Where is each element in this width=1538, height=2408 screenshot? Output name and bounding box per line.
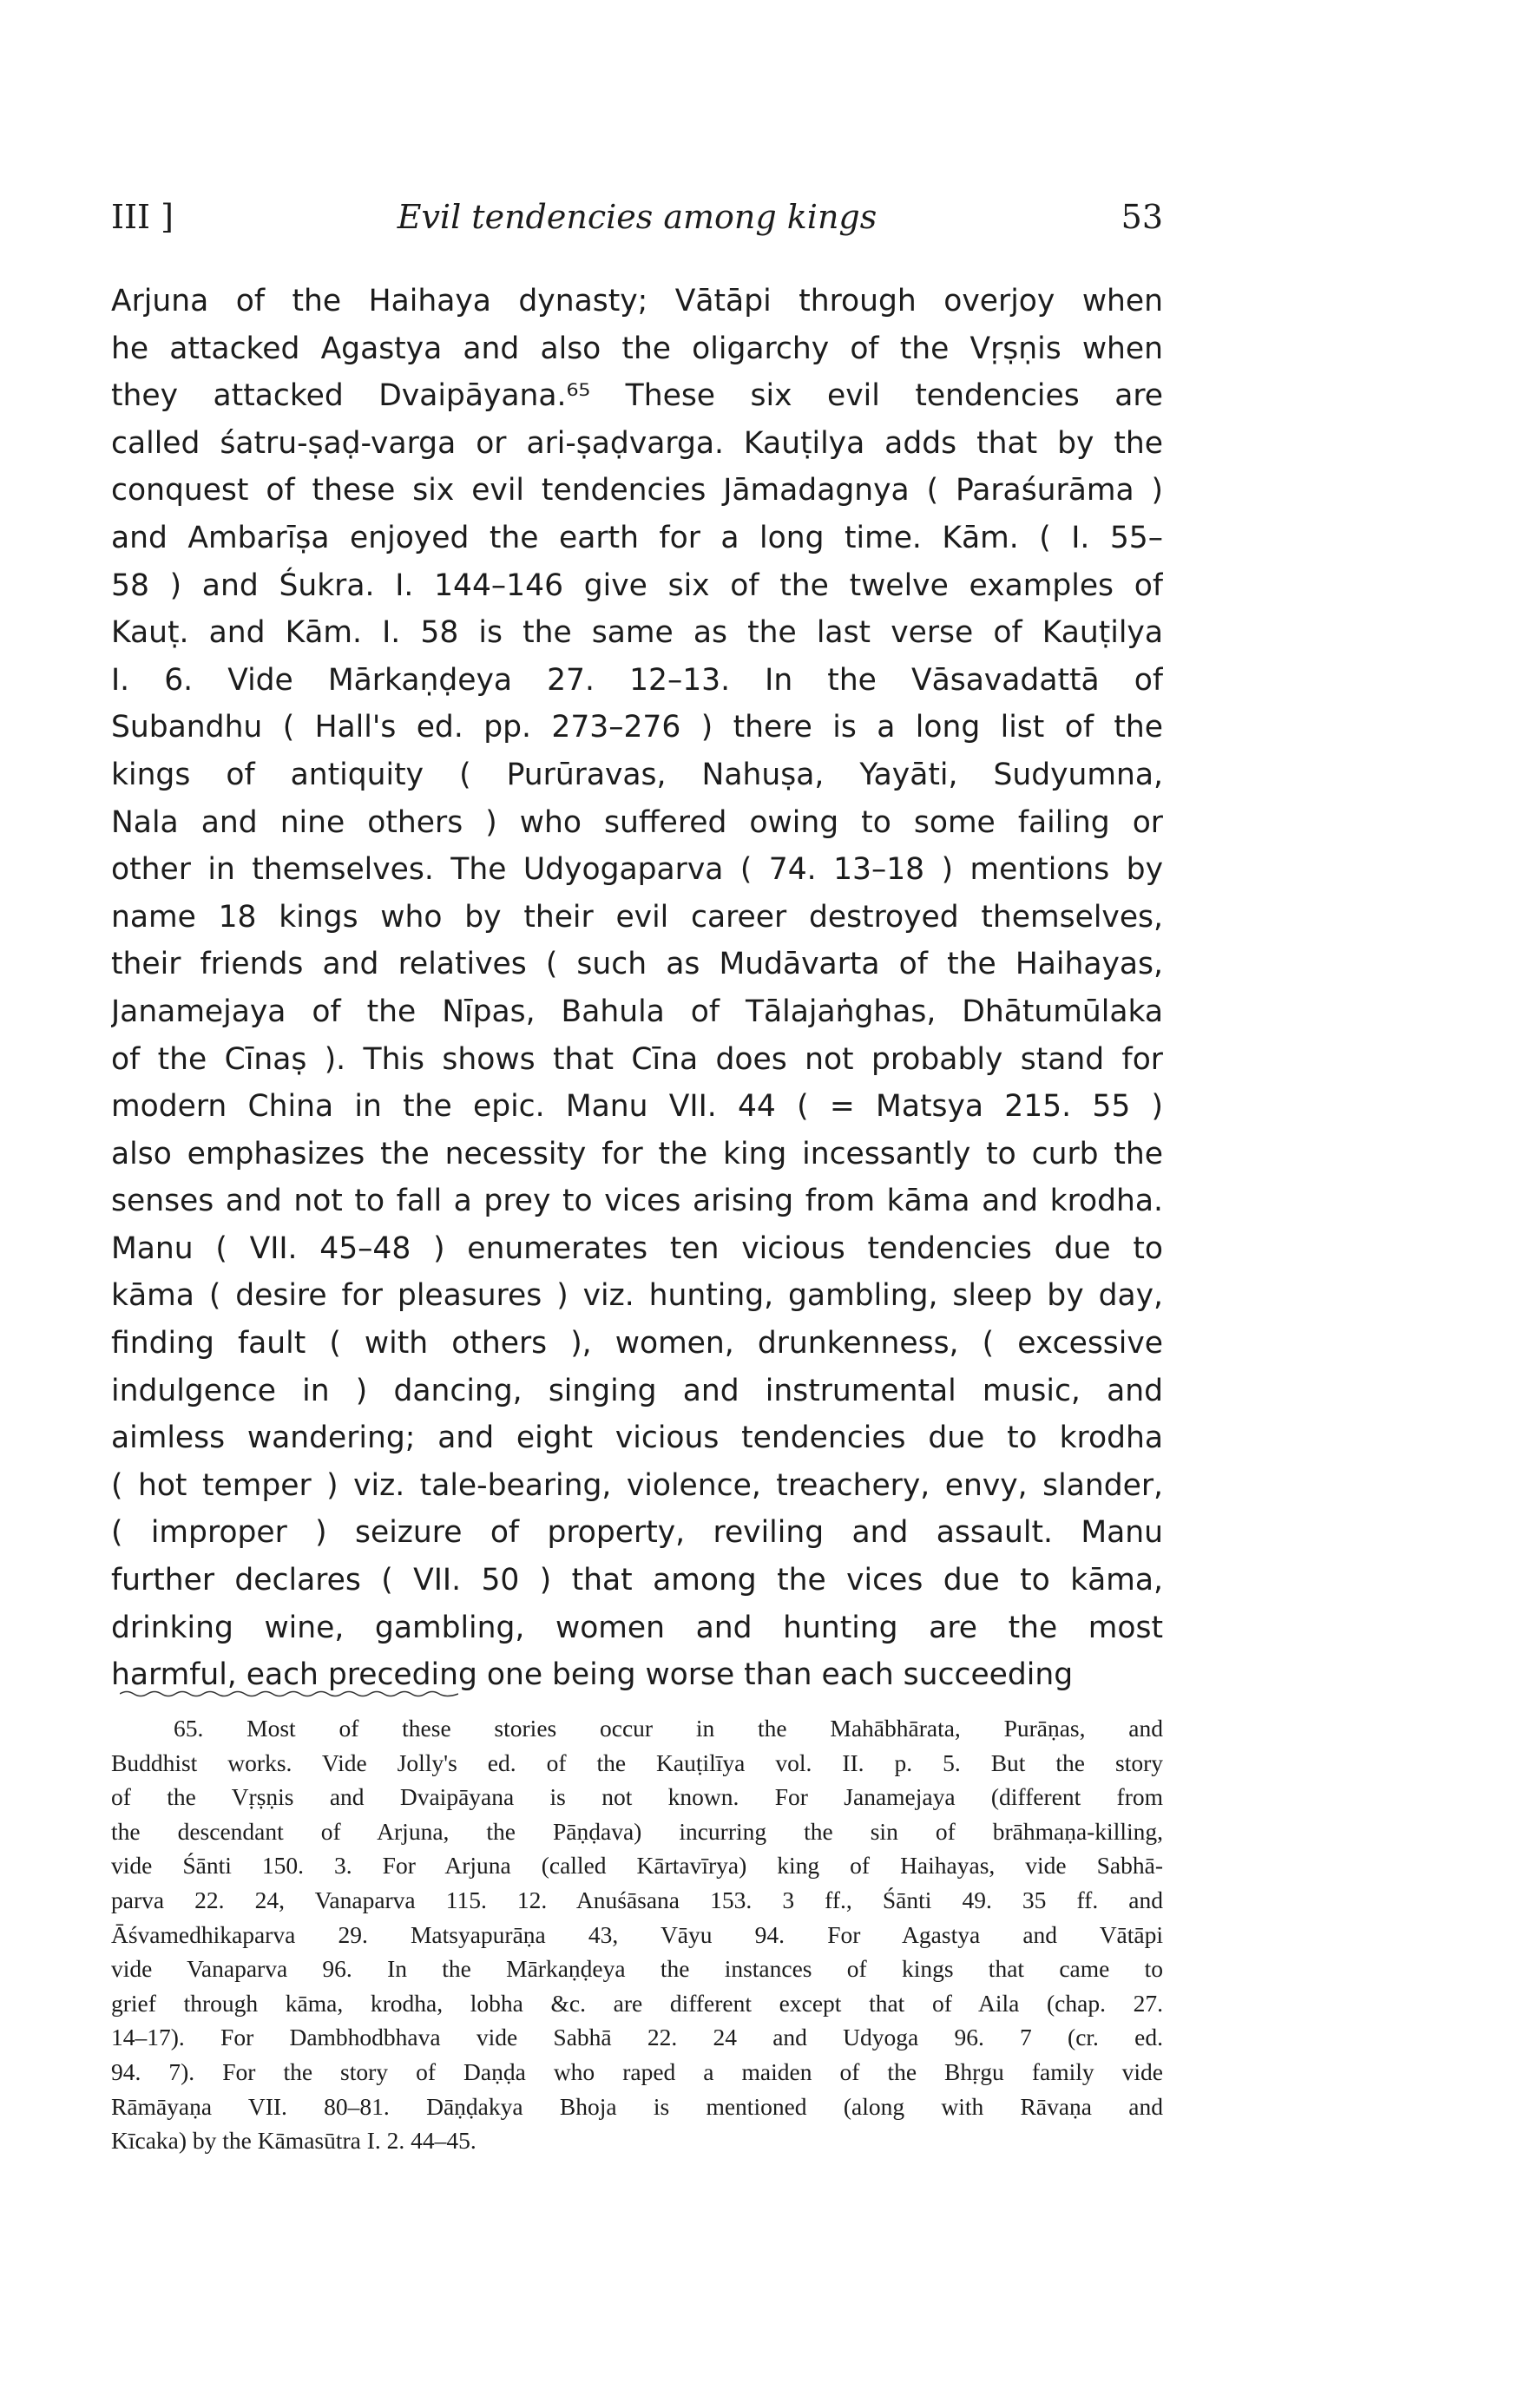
footnote-divider <box>120 1689 458 1699</box>
text-line: Manu ( VII. 45–48 ) enumerates ten vicious tendencies due to <box>111 1230 1163 1266</box>
footnotes <box>111 1711 1163 2158</box>
text-line: and Ambarīṣa enjoyed the earth for a long time. Kām. ( I. 55– <box>111 520 1163 555</box>
text-line: kings of antiquity ( Purūravas, Nahuṣa, Yayāti, Sudyumna, <box>111 757 1163 792</box>
text-line: I. 6. Vide Mārkaṇḍeya 27. 12–13. In the Vāsavadattā of <box>111 662 1163 698</box>
text-line: of the Cīnaṣ ). This shows that Cīna does not probably stand for <box>111 1041 1163 1077</box>
chapter-number: III ] <box>111 198 174 236</box>
text-line: their friends and relatives ( such as Mudāvarta of the Haihayas, <box>111 947 1163 982</box>
text-line: Subandhu ( Hall's ed. pp. 273–276 ) there is a long list of the <box>111 710 1163 745</box>
footnote-line: vide Śānti 150. 3. For Arjuna (called Kārtavīrya) king of Haihayas, vide Sabhā- <box>111 1852 1163 1880</box>
footnote-line: Buddhist works. Vide Jolly's ed. of the Kauṭilīya vol. II. p. 5. But the story <box>111 1749 1163 1776</box>
text-line: Nala and nine others ) who suffered owing to some failing or <box>111 804 1163 840</box>
text-line: also emphasizes the necessity for the king incessantly to curb the <box>111 1136 1163 1171</box>
main-text <box>111 278 1163 1699</box>
text-line: drinking wine, gambling, women and hunting are the most <box>111 1610 1163 1645</box>
text-line: further declares ( VII. 50 ) that among the vices due to kāma, <box>111 1563 1163 1598</box>
text-line: Kauṭ. and Kām. I. 58 is the same as the last verse of Kauṭilya <box>111 615 1163 651</box>
page-header <box>111 198 1163 250</box>
text-line: ( improper ) seizure of property, reviling and assault. Manu <box>111 1515 1163 1551</box>
text-line: ( hot temper ) viz. tale-bearing, violence, treachery, envy, slander, <box>111 1467 1163 1503</box>
text-line: harmful, each preceding one being worse than each succeeding <box>111 1657 1074 1693</box>
footnote-line: grief through kāma, krodha, lobha &c. are different except that of Aila (chap. 27. <box>111 1989 1163 2017</box>
text-line: indulgence in ) dancing, singing and instrumental music, and <box>111 1373 1163 1408</box>
text-line: name 18 kings who by their evil career destroyed themselves, <box>111 899 1163 935</box>
footnote-line: of the Vṛṣṇis and Dvaipāyana is not known. For Janamejaya (different from <box>111 1783 1163 1811</box>
text-line: called śatru-ṣaḍ-varga or ari-ṣaḍvarga. Kauṭilya adds that by the <box>111 425 1163 461</box>
footnote-line: the descendant of Arjuna, the Pāṇḍava) incurring the sin of brāhmaṇa-killing, <box>111 1817 1163 1845</box>
text-line: Arjuna of the Haihaya dynasty; Vātāpi through overjoy when <box>111 284 1163 318</box>
footnote-line: vide Vanaparva 96. In the Mārkaṇḍeya the instances of kings that came to <box>111 1955 1163 1983</box>
text-line: senses and not to fall a prey to vices arising from kāma and krodha. <box>111 1184 1163 1219</box>
text-line: finding fault ( with others ), women, drunkenness, ( excessive <box>111 1326 1163 1361</box>
text-line: 58 ) and Śukra. I. 144–146 give six of the twelve examples of <box>111 568 1163 603</box>
text-line: Janamejaya of the Nīpas, Bahula of Tālajaṅghas, Dhātumūlaka <box>111 994 1163 1029</box>
page-number: 53 <box>1121 198 1163 236</box>
text-line: conquest of these six evil tendencies Jāmadagnya ( Paraśurāma ) <box>111 473 1163 509</box>
text-line: kāma ( desire for pleasures ) viz. hunting, gambling, sleep by day, <box>111 1278 1163 1314</box>
text-line: other in themselves. The Udyogaparva ( 74. 13–18 ) mentions by <box>111 852 1163 888</box>
footnote-line: Āśvamedhikaparva 29. Matsyapurāṇa 43, Vāyu 94. For Agastya and Vātāpi <box>111 1920 1163 1948</box>
text-line: he attacked Agastya and also the oligarchy of the Vṛṣṇis when <box>111 331 1163 366</box>
footnote-line: Rāmāyaṇa VII. 80–81. Dāṇḍakya Bhoja is mentioned (along with Rāvaṇa and <box>111 2092 1163 2120</box>
footnote-line: 94. 7). For the story of Daṇḍa who raped a maiden of the Bhṛgu family vide <box>111 2057 1163 2085</box>
text-line: modern China in the epic. Manu VII. 44 ( = Matsya 215. 55 ) <box>111 1089 1163 1125</box>
footnote-line: 65. Most of these stories occur in the Mahābhārata, Purāṇas, and <box>174 1715 1163 1742</box>
running-title: Evil tendencies among kings <box>397 198 877 236</box>
footnote-line: 14–17). For Dambhodbhava vide Sabhā 22. 24 and Udyoga 96. 7 (cr. ed. <box>111 2024 1163 2051</box>
footnote-line: parva 22. 24, Vanaparva 115. 12. Anuśāsana 153. 3 ff., Śānti 49. 35 ff. and <box>111 1886 1163 1913</box>
text-line: they attacked Dvaipāyana.⁶⁵ These six evil tendencies are <box>111 378 1163 414</box>
text-line: aimless wandering; and eight vicious tendencies due to krodha <box>111 1421 1163 1456</box>
footnote-line: Kīcaka) by the Kāmasūtra I. 2. 44–45. <box>111 2127 477 2155</box>
